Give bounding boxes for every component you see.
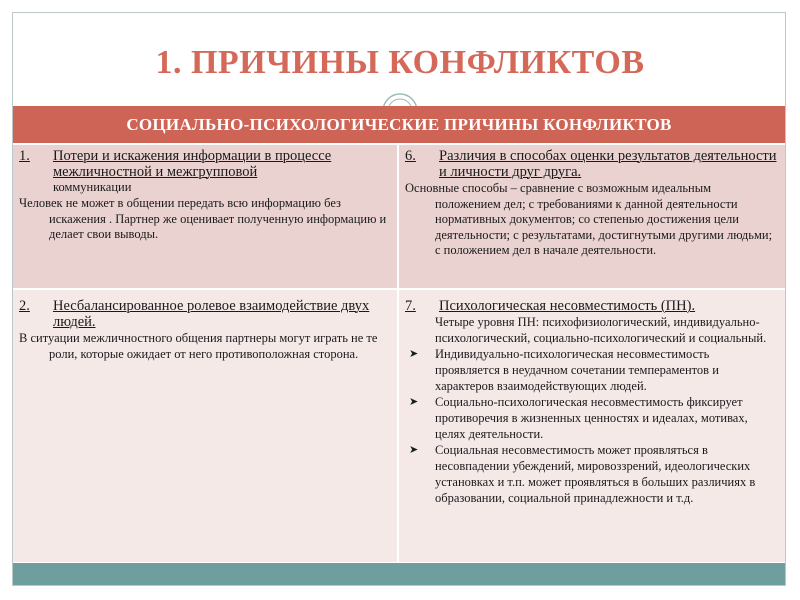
list-item bbox=[405, 442, 777, 506]
cell-title-text: Несбалансированное ролевое взаимодействие двух людей. bbox=[53, 298, 370, 330]
list-item-text: Индивидуально-психологическая несовместимость проявляется в неудачном сочетании темпераментов и характеров взаимодействующих людей. bbox=[435, 347, 719, 393]
cell-body: В ситуации межличностного общения партнеры могут играть не те роли, которые ожидает от него противоположная сторона. bbox=[19, 331, 378, 361]
cell-cause-2 bbox=[13, 290, 399, 562]
slide-title: 1. ПРИЧИНЫ КОНФЛИКТОВ bbox=[155, 44, 645, 81]
cell-cause-6 bbox=[399, 145, 785, 288]
cell-cause-1 bbox=[13, 145, 399, 288]
cell-body: Человек не может в общении передать всю информацию без искажения . Партнер же оценивает полученную информацию и делает свои выводы. bbox=[19, 196, 387, 241]
table-header: СОЦИАЛЬНО-ПСИХОЛОГИЧЕСКИЕ ПРИЧИНЫ КОНФЛИКТОВ bbox=[13, 106, 785, 145]
cell-title-text: Различия в способах оценки результатов деятельности и личности друг друга. bbox=[439, 148, 777, 180]
cell-subtitle: коммуникации bbox=[53, 180, 132, 194]
arrow-bullet-icon: ➤ bbox=[409, 396, 419, 408]
item-number: 6. bbox=[405, 148, 416, 164]
item-number: 1. bbox=[19, 148, 30, 164]
cell-title bbox=[19, 298, 389, 330]
cell-body: Основные способы – сравнение с возможным идеальным положением дел; с требованиями к данной деятельности нормативных документов; со степенью достижения цели деятельности; с результатами, достигнутыми другими людьми; с положением дел в начале деятельности. bbox=[405, 181, 773, 257]
table-row bbox=[13, 290, 785, 562]
cell-title bbox=[405, 298, 777, 314]
item-number: 7. bbox=[405, 298, 416, 314]
arrow-bullet-icon: ➤ bbox=[409, 444, 419, 456]
cell-title-text: Потери и искажения информации в процессе межличностной и межгрупповой bbox=[53, 148, 332, 180]
footer-bar bbox=[13, 563, 785, 585]
list-item-text: Социально-психологическая несовместимость фиксирует противоречия в жизненных ценностях и идеалах, мотивах, целях деятельности. bbox=[435, 395, 748, 441]
cell-cause-7 bbox=[399, 290, 785, 562]
cell-title-text: Психологическая несовместимость (ПН). bbox=[439, 298, 696, 314]
table-row bbox=[13, 145, 785, 290]
cell-intro: Четыре уровня ПН: психофизиологический, индивидуально-психологический, социально-психологический и социальный. bbox=[435, 315, 767, 345]
list-item-text: Социальная несовместимость может проявляться в несовпадении убеждений, мировоззрений, идеологических установках и т.п. может проявляться в больших различиях в образовании, социальной принадлежности и т.д. bbox=[435, 443, 756, 505]
cell-title bbox=[19, 148, 389, 180]
list-item bbox=[405, 394, 777, 442]
causes-table bbox=[13, 106, 785, 562]
item-number: 2. bbox=[19, 298, 30, 314]
list-item bbox=[405, 346, 777, 394]
arrow-bullet-icon: ➤ bbox=[409, 348, 419, 360]
cell-title bbox=[405, 148, 777, 180]
